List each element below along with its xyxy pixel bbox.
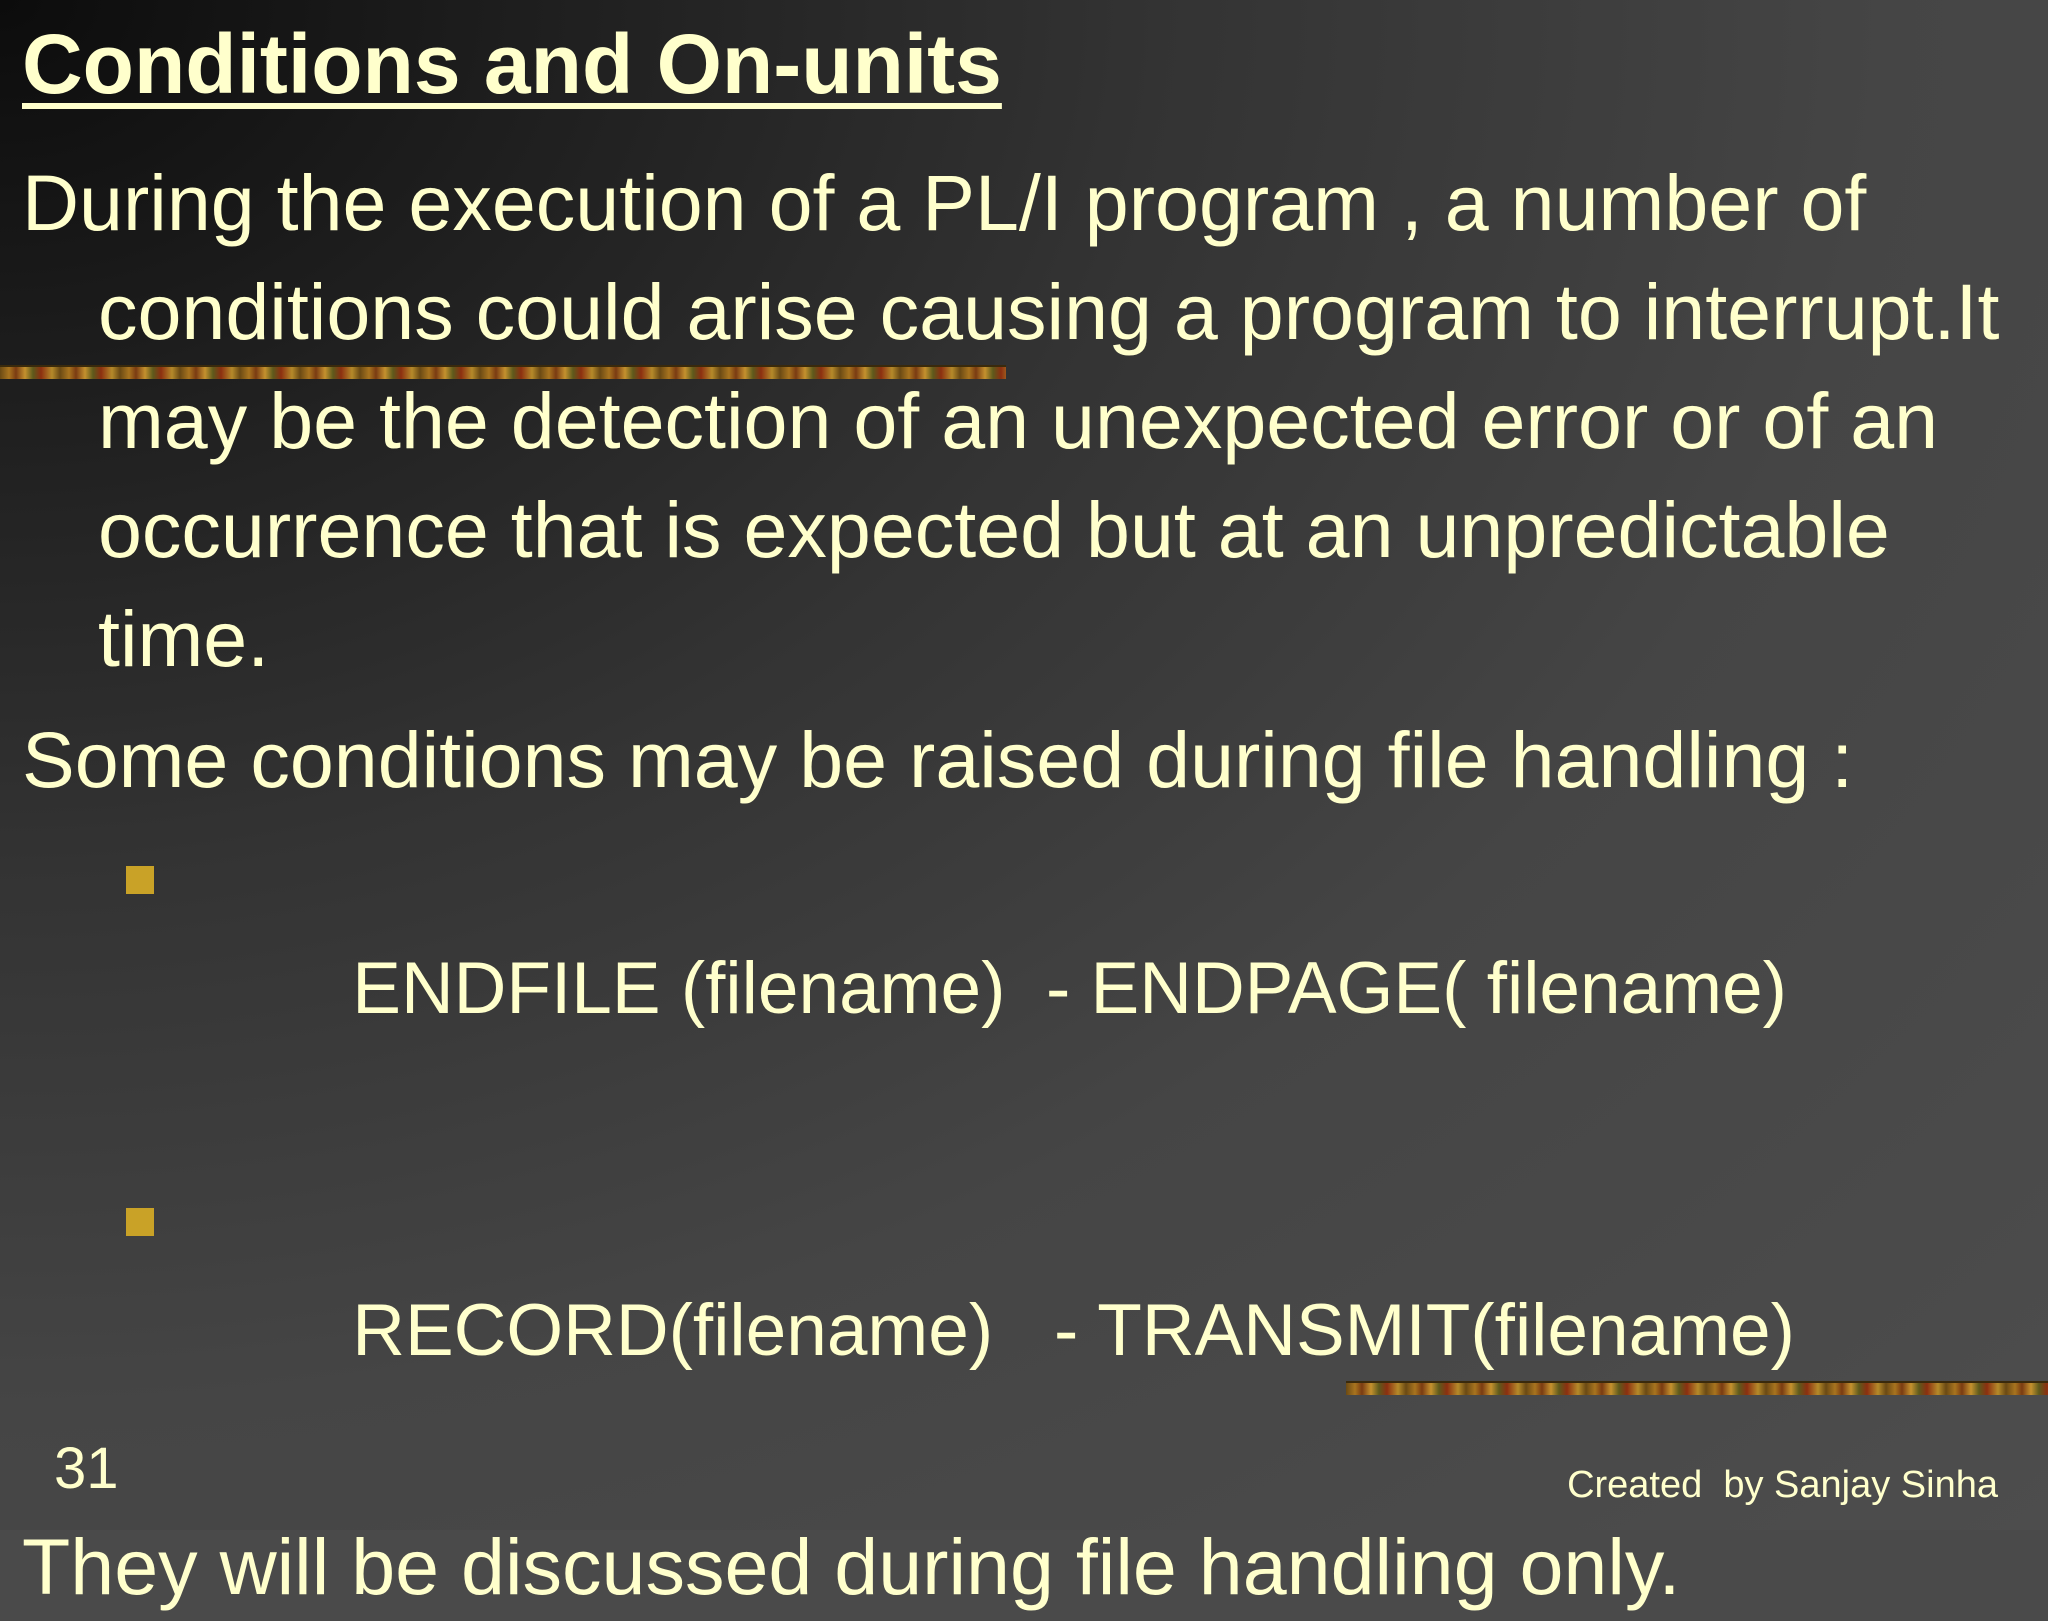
slide-body [22, 148, 2012, 1621]
list-item-text: RECORD(filename) - TRANSMIT(filename) [352, 1290, 1795, 1371]
square-bullet-icon [126, 1208, 154, 1236]
list-item [126, 818, 2012, 1160]
page-number: 31 [54, 1436, 119, 1501]
slide-title: Conditions and On-units [22, 17, 1002, 111]
paragraph-execution-conditions: During the execution of a PL/I program , a number of conditions could arise causing a program to interrupt.It may be the detection of an unexpected error or of an occurrence that is expected but at an unpredictable time. [22, 158, 2000, 683]
list-item [126, 1160, 2012, 1506]
list-item-text: ENDFILE (filename) - ENDPAGE( filename) [352, 948, 1787, 1029]
paragraph-file-handling: Some conditions may be raised during file handling : [22, 715, 1854, 804]
condition-list [22, 818, 2012, 1506]
footer-credit: Created by Sanjay Sinha [1567, 1464, 1998, 1506]
paragraph-closing: They will be discussed during file handling only. [22, 1522, 1681, 1611]
square-bullet-icon [126, 866, 154, 894]
